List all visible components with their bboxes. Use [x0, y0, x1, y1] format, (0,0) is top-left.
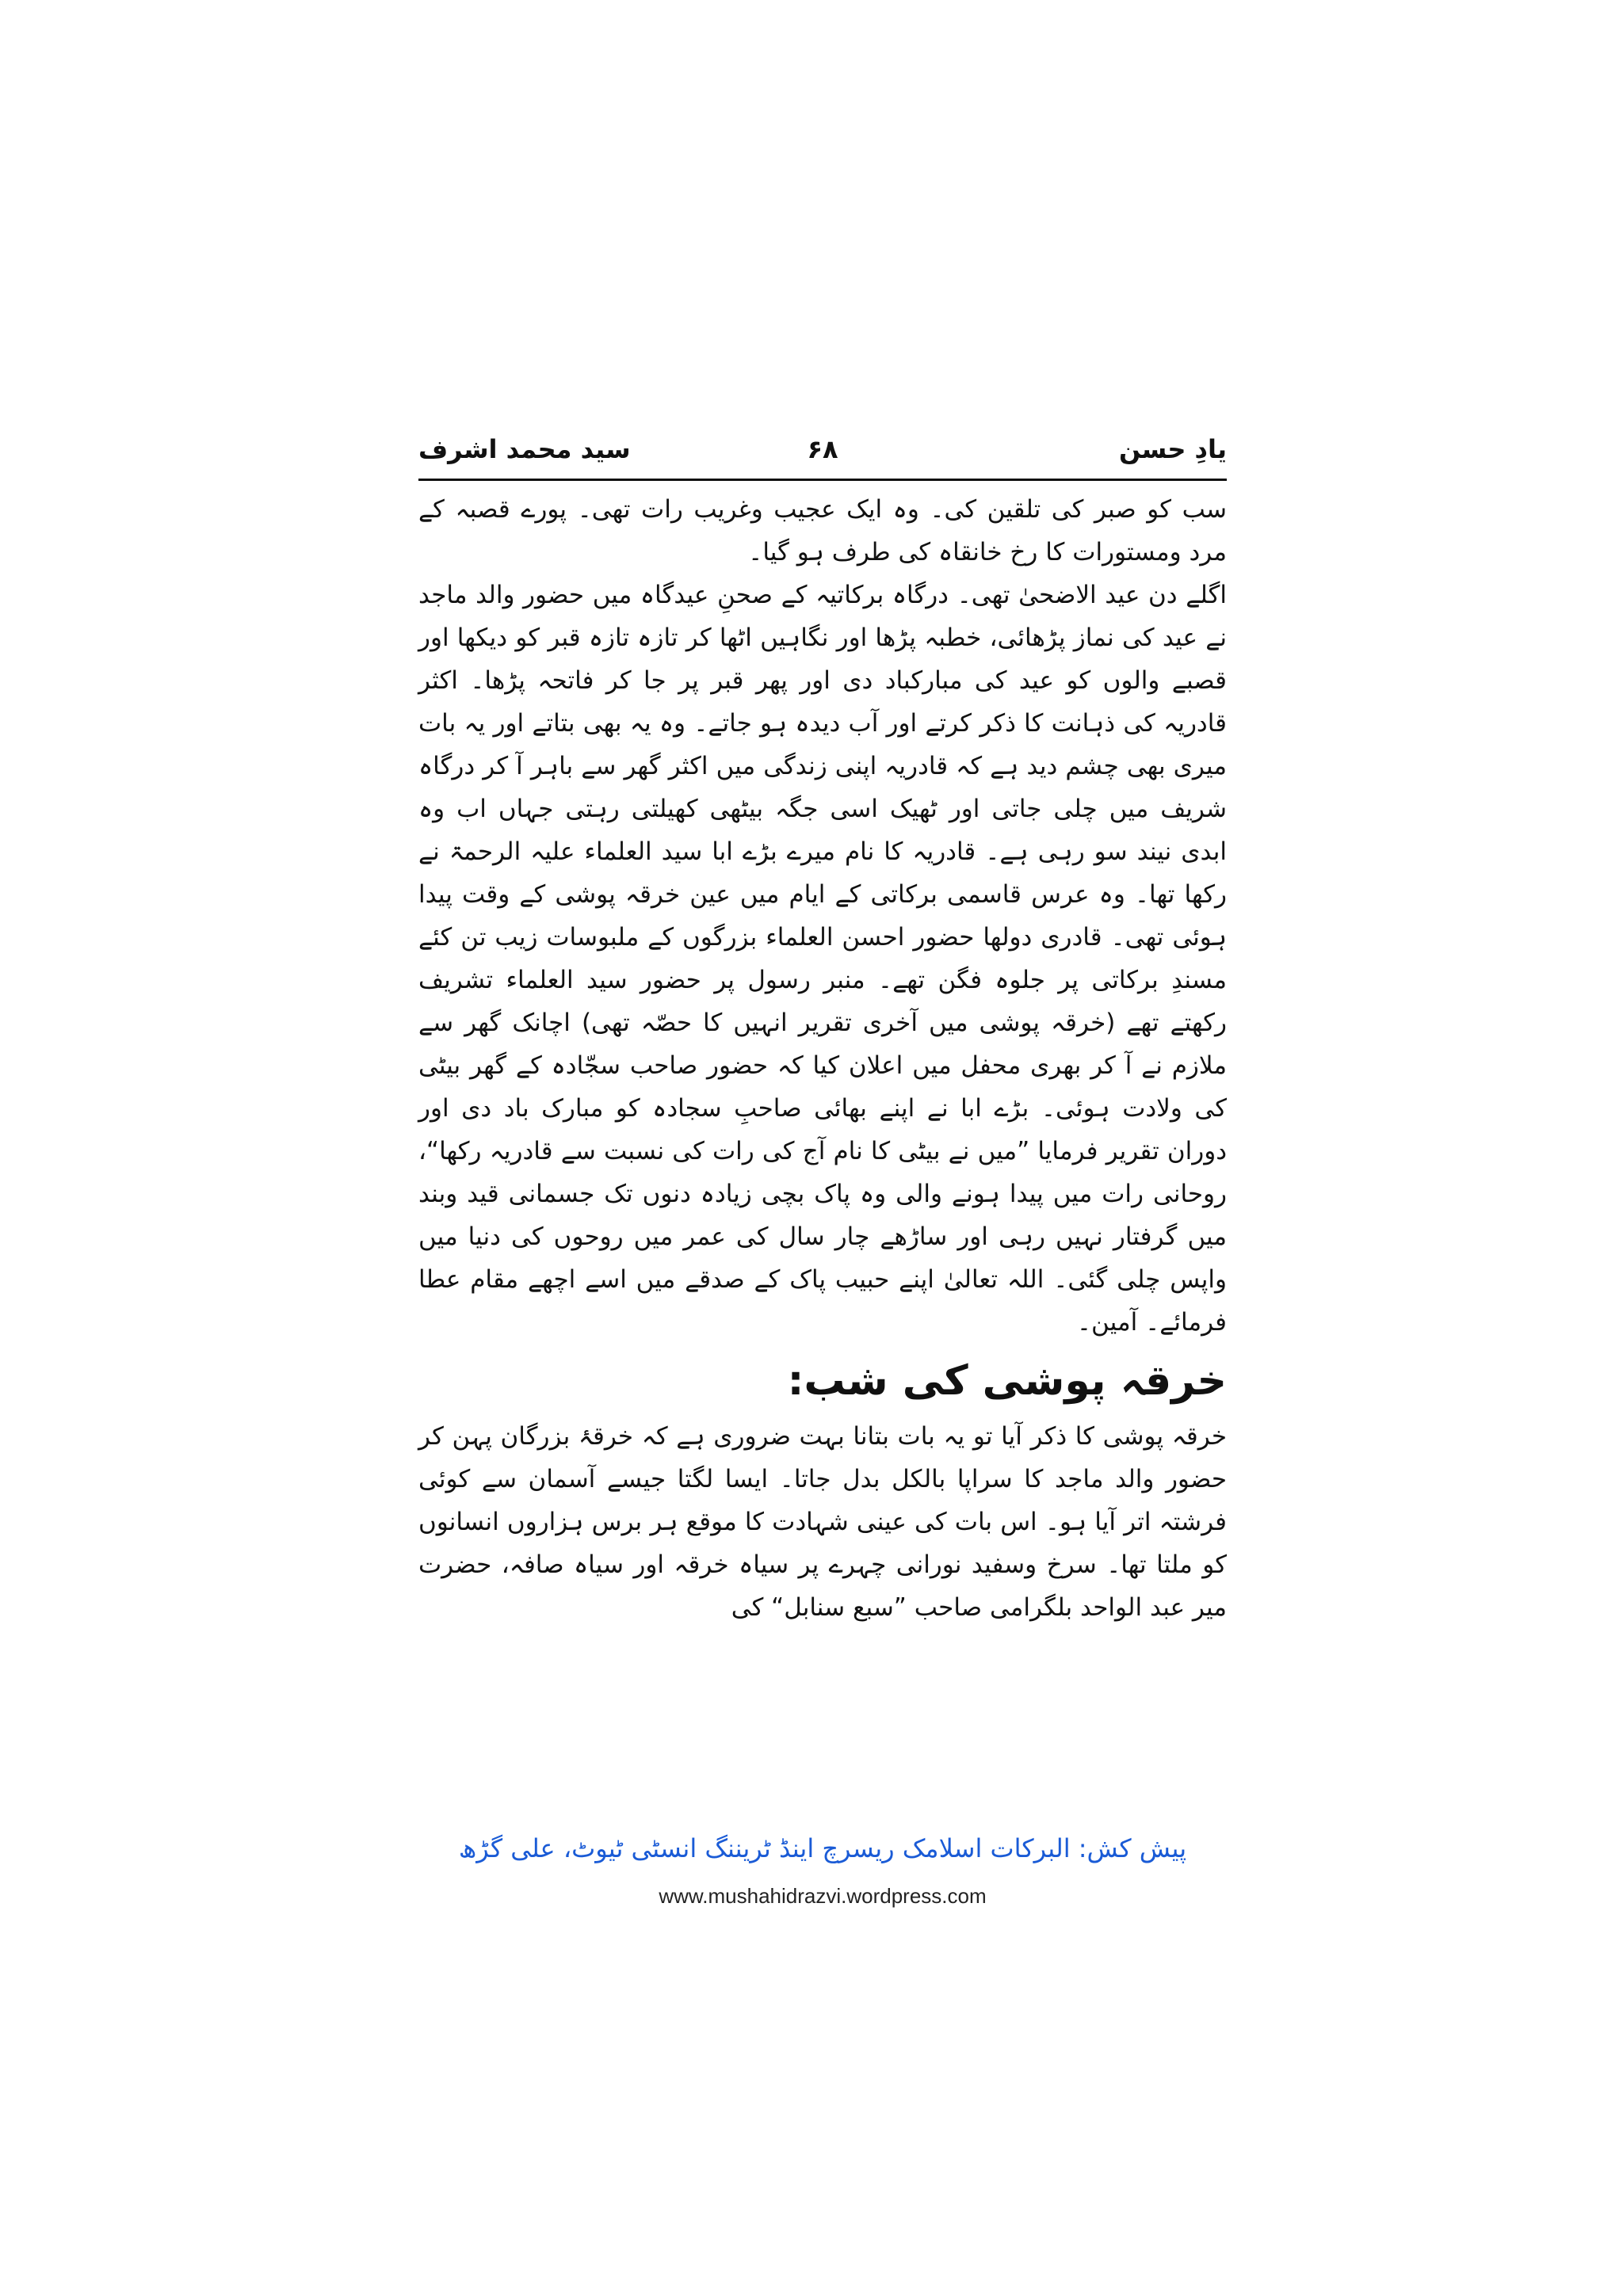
website-url: www.mushahidrazvi.wordpress.com — [659, 1884, 987, 1908]
paragraph-2: اگلے دن عید الاضحیٰ تھی۔ درگاہ برکاتیہ کے صحنِ عیدگاہ میں حضور والد ماجد نے عید کی نماز پڑھائی، خطبہ پڑھا اور نگاہیں اٹھا کر تازہ تازہ قبر کو دیکھا اور قصبے والوں کو عید کی مبارکباد دی اور پھر قبر پر جا کر فاتحہ پڑھا۔ اکثر قادریہ کی ذہانت کا ذکر کرتے اور آب دیدہ ہو جاتے۔ وہ یہ بھی بتاتے اور یہ بات میری بھی چشم دید ہے کہ قادریہ اپنی زندگی میں اکثر گھر سے باہر آ کر درگاہ شریف میں چلی جاتی اور ٹھیک اسی جگہ بیٹھی کھیلتی رہتی جہاں اب وہ ابدی نیند سو رہی ہے۔ قادریہ کا نام میرے بڑے ابا سید العلماء علیہ الرحمۃ نے رکھا تھا۔ وہ عرس قاسمی برکاتی کے ایام میں عین خرقہ پوشی کے وقت پیدا ہوئی تھی۔ قادری دولھا حضور احسن العلماء بزرگوں کے ملبوسات زیب تن کئے مسندِ برکاتی پر جلوہ فگن تھے۔ منبر رسول پر حضور سید العلماء تشریف رکھتے تھے (خرقہ پوشی میں آخری تقریر انہیں کا حصّہ تھی) اچانک گھر سے ملازم نے آ کر بھری محفل میں اعلان کیا کہ حضور صاحب سجّادہ کے گھر بیٹی کی ولادت ہوئی۔ بڑے ابا نے اپنے بھائی صاحبِ سجادہ کو مبارک باد دی اور دوران تقریر فرمایا ”میں نے بیٹی کا نام آج کی رات کی نسبت سے قادریہ رکھا“، روحانی رات میں پیدا ہونے والی وہ پاک بچی زیادہ دنوں تک جسمانی قید وبند میں گرفتار نہیں رہی اور ساڑھے چار سال کی عمر میں روحوں کی دنیا میں واپس چلی گئی۔ اللہ تعالیٰ اپنے حبیب پاک کے صدقے میں اسے اچھے مقام عطا فرمائے۔ آمین۔ — [418, 581, 1227, 1337]
running-header — [418, 434, 1227, 482]
section-paragraph: خرقہ پوشی کا ذکر آیا تو یہ بات بتانا بہت ضروری ہے کہ خرقۂ بزرگان پہن کر حضور والد ماجد کا سراپا بالکل بدل جاتا۔ ایسا لگتا جیسے آسمان سے کوئی فرشتہ اتر آیا ہو۔ اس بات کی عینی شہادت کا موقع ہر برس ہزاروں انسانوں کو ملتا تھا۔ سرخ وسفید نورانی چہرے پر سیاہ خرقہ اور سیاہ صافہ، حضرت میر عبد الواحد بلگرامی صاحب ”سبع سنابل“ کی — [418, 1422, 1227, 1622]
author-name: سید محمد اشرف — [418, 434, 631, 464]
header-divider — [418, 479, 1227, 481]
publisher-credit: پیش کش: البرکات اسلامک ریسرچ اینڈ ٹریننگ انسٹی ٹیوٹ، علی گڑھ — [458, 1833, 1187, 1863]
paragraph-1: سب کو صبر کی تلقین کی۔ وہ ایک عجیب وغریب رات تھی۔ پورے قصبہ کے مرد ومستورات کا رخ خانقاہ کی طرف ہو گیا۔ — [418, 495, 1227, 566]
section-heading: خرقہ پوشی کی شب: — [787, 1357, 1227, 1405]
book-title: یادِ حسن — [1118, 434, 1227, 464]
main-text — [418, 488, 1227, 1629]
page-number: ۶۸ — [807, 434, 838, 464]
